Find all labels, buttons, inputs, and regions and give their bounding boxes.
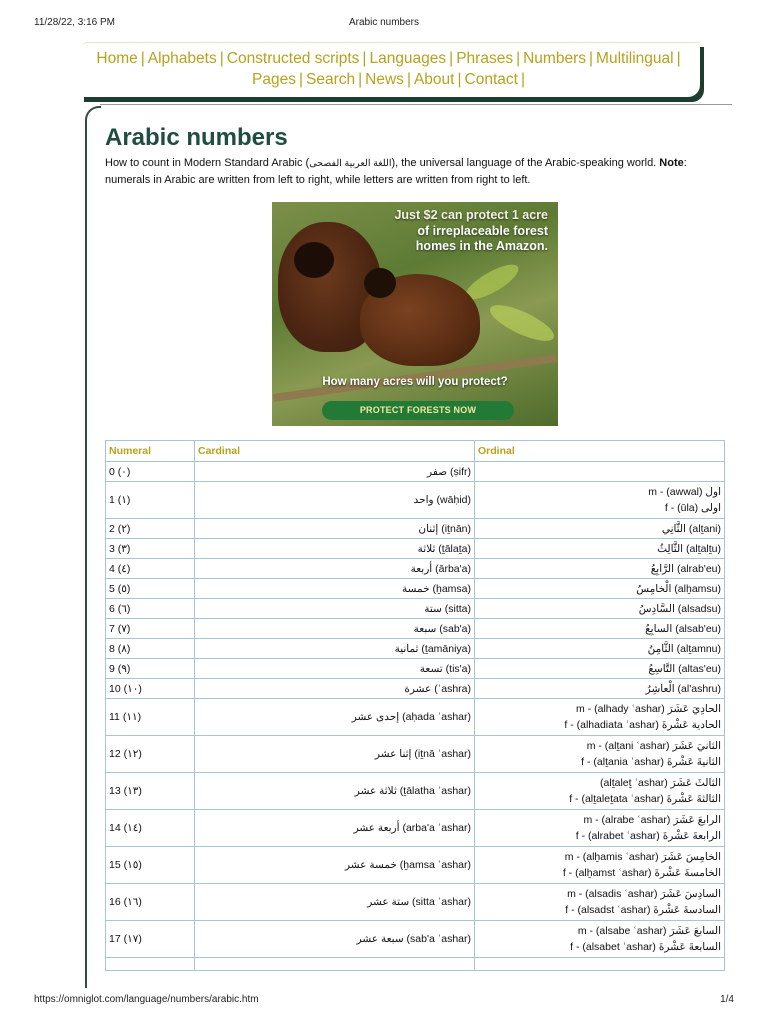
ad-headline: [368, 208, 548, 255]
nav-separator: |: [219, 50, 224, 67]
ordinal-cell: [475, 773, 725, 810]
numeral-cell: 11 (١١): [106, 699, 195, 736]
ordinal-form: m - (awwal) اول: [648, 486, 721, 498]
ad-headline-line: of irreplaceable forest: [417, 223, 548, 238]
ordinal-form: السَّادِسُ (alsadsu): [638, 602, 721, 615]
cardinal-cell: أربعة (ārba'a): [195, 559, 475, 579]
protect-forests-button[interactable]: PROTECT FORESTS NOW: [322, 401, 514, 420]
ordinal-form: f - (alhadiata ʿashar) الحادية عَشْرةَ: [564, 719, 721, 731]
numbers-table: [105, 440, 725, 971]
numeral-cell: 6 (٦): [106, 599, 195, 619]
ordinal-form: الرَّابِعُ (alrab'eu): [650, 562, 721, 575]
ordinal-cell: [475, 462, 725, 482]
cardinal-cell: صفر (ṣifr): [195, 462, 475, 482]
cardinal-cell: سبعة (sab'a): [195, 619, 475, 639]
nav-line-1: [80, 48, 700, 69]
table-row: [106, 810, 725, 847]
ad-headline-line: Just $2 can protect 1 acre: [394, 208, 548, 222]
nav-link-languages[interactable]: Languages: [369, 50, 447, 67]
numeral-cell: 12 (١٢): [106, 736, 195, 773]
ordinal-form: m - (alsadis ʿashar) السادِسَ عَشَرَ: [567, 888, 721, 900]
nav-separator: |: [520, 71, 525, 88]
nav-separator: |: [589, 50, 594, 67]
nav-link-multilingual[interactable]: Multilingual: [596, 50, 674, 67]
nav-separator: |: [406, 71, 411, 88]
ordinal-cell: [475, 679, 725, 699]
nav-separator: |: [516, 50, 521, 67]
intro-note-label: Note: [659, 157, 684, 169]
numeral-cell: 4 (٤): [106, 559, 195, 579]
numeral-cell: 2 (٢): [106, 519, 195, 539]
print-header: [0, 17, 768, 31]
numeral-cell: 10 (١٠): [106, 679, 195, 699]
nav-separator: |: [358, 71, 363, 88]
cardinal-cell: خمسة (ḫamsa): [195, 579, 475, 599]
table-row: [106, 482, 725, 519]
nav-separator: |: [676, 50, 681, 67]
table-row: [106, 559, 725, 579]
ordinal-form: الثَّامِنُ (alṯamnu): [647, 642, 721, 655]
cardinal-cell: ثلاثة عشر (ṯālatha ʿashar): [195, 773, 475, 810]
intro-paragraph: [105, 155, 711, 189]
nav-separator: |: [449, 50, 454, 67]
print-page-number: 1/4: [720, 994, 734, 1005]
ordinal-form: الْعاشِرُ (al'ashru): [645, 682, 721, 695]
ordinal-cell: [475, 736, 725, 773]
table-body: [106, 462, 725, 971]
ordinal-form: f - (alsabet ʿashar) السابعةَ عَشْرةَ: [570, 941, 721, 953]
ordinal-form: السابِعُ (alsab'eu): [645, 622, 721, 635]
ordinal-form: الثَّالِثُ (alṯalṯu): [657, 542, 721, 555]
numeral-cell: 17 (١٧): [106, 921, 195, 958]
numeral-cell: 8 (٨): [106, 639, 195, 659]
cardinal-cell: ثلاثة (ṯālaṯa): [195, 539, 475, 559]
numeral-cell: 16 (١٦): [106, 884, 195, 921]
nav-line-2: [80, 69, 700, 90]
ordinal-cell: [475, 579, 725, 599]
numeral-cell: 5 (٥): [106, 579, 195, 599]
print-url: https://omniglot.com/language/numbers/arabic.htm: [34, 994, 259, 1005]
intro-note-text: : numerals in Arabic are written from left to right, while letters are written from right to left.: [105, 157, 687, 186]
ad-headline-line: homes in the Amazon.: [415, 239, 548, 253]
table-row-cutoff: [106, 958, 725, 971]
ordinal-cell: [475, 884, 725, 921]
print-footer: [0, 994, 768, 1008]
ordinal-form: f - (alṯania ʿashar) الثانيةَ عَشْرةَ: [581, 756, 721, 768]
ordinal-form: m - (alsabe ʿashar) السابعَ عَشَرَ: [577, 925, 721, 937]
ordinal-form: الثَّانِي (alṯani): [661, 522, 721, 535]
nav-link-alphabets[interactable]: Alphabets: [147, 50, 217, 67]
numeral-cell: 13 (١٣): [106, 773, 195, 810]
nav-link-home[interactable]: Home: [96, 50, 138, 67]
ordinal-form: التَّاسِعُ (altas'eu): [648, 662, 721, 675]
ordinal-form: m - (alṯani ʿashar) الثانيَ عَشَرَ: [586, 740, 721, 752]
table-row: [106, 679, 725, 699]
cardinal-cell: إحدى عشر (aḥada ʿashar): [195, 699, 475, 736]
ordinal-cell: [475, 539, 725, 559]
table-row: [106, 847, 725, 884]
table-row: [106, 599, 725, 619]
nav-separator: |: [140, 50, 145, 67]
empty-cell: [106, 958, 195, 971]
ordinal-form: m - (alḫamis ʿashar) الخامِسَ عَشَرَ: [564, 851, 721, 863]
table-row: [106, 619, 725, 639]
intro-text-middle: ), the universal language of the Arabic-speaking world.: [391, 157, 660, 169]
ad-monkey-face: [294, 242, 334, 278]
ad-leaf: [486, 298, 558, 348]
ordinal-cell: [475, 847, 725, 884]
table-row: [106, 659, 725, 679]
content-frame: [85, 106, 101, 988]
ordinal-cell: [475, 921, 725, 958]
nav-separator: |: [298, 71, 304, 88]
numeral-cell: 9 (٩): [106, 659, 195, 679]
cardinal-cell: خمسة عشر (ḫamsa ʿashar): [195, 847, 475, 884]
print-date: 11/28/22, 3:16 PM: [34, 17, 115, 28]
cardinal-cell: ستة (sitta): [195, 599, 475, 619]
header-numeral: Numeral: [106, 441, 195, 462]
numeral-cell: 3 (٣): [106, 539, 195, 559]
print-title: Arabic numbers: [348, 17, 420, 28]
cardinal-cell: سبعة عشر (sab'a ʿashar): [195, 921, 475, 958]
intro-text-start: How to count in Modern Standard Arabic (: [105, 157, 310, 169]
table-row: [106, 579, 725, 599]
header-ordinal: Ordinal: [475, 441, 725, 462]
table-row: [106, 773, 725, 810]
cardinal-cell: إثنا عشر (iṯnā ʿashar): [195, 736, 475, 773]
ordinal-cell: [475, 659, 725, 679]
numeral-cell: 1 (١): [106, 482, 195, 519]
ordinal-form: m - (alhady ʿashar) الحادِيَ عَشَرَ: [576, 703, 721, 715]
table-row: [106, 462, 725, 482]
ordinal-cell: [475, 599, 725, 619]
table-row: [106, 921, 725, 958]
cardinal-cell: عشرة (ʿashra): [195, 679, 475, 699]
ordinal-cell: [475, 559, 725, 579]
table-row: [106, 736, 725, 773]
intro-arabic-name: اللغة العربية الفصحى: [309, 158, 392, 169]
nav-link-news[interactable]: News: [365, 71, 404, 88]
ad-monkey-face: [364, 268, 396, 298]
table-row: [106, 639, 725, 659]
table-row: [106, 519, 725, 539]
nav-link-numbers[interactable]: Numbers: [523, 50, 586, 67]
ordinal-cell: [475, 639, 725, 659]
nav-link-search[interactable]: Search: [306, 71, 356, 88]
empty-cell: [195, 958, 475, 971]
numeral-cell: 15 (١٥): [106, 847, 195, 884]
table-header-row: [106, 441, 725, 462]
ordinal-form: f - (alrabet ʿashar) الرابعةَ عَشْرةَ: [575, 830, 721, 842]
top-navigation: [80, 42, 700, 97]
table-row: [106, 884, 725, 921]
nav-link-pages[interactable]: Pages: [252, 71, 296, 88]
ordinal-form: f - (alṯaleṯata ʿashar) الثالثةَ عَشْرةَ: [569, 793, 721, 805]
numeral-cell: 14 (١٤): [106, 810, 195, 847]
cardinal-cell: أربعة عشر (arba'a ʿashar): [195, 810, 475, 847]
cardinal-cell: ستة عشر (sitta ʿashar): [195, 884, 475, 921]
table-row: [106, 539, 725, 559]
page-title: Arabic numbers: [105, 124, 288, 151]
advertisement-banner[interactable]: [272, 202, 558, 426]
nav-separator: |: [457, 71, 462, 88]
ad-question: How many acres will you protect?: [322, 376, 508, 388]
ordinal-cell: [475, 482, 725, 519]
ordinal-form: f - (alḫamst ʿashar) الخامسةَ عَشْرةَ: [562, 867, 721, 879]
nav-separator: |: [362, 50, 367, 67]
numeral-cell: 7 (٧): [106, 619, 195, 639]
ordinal-cell: [475, 810, 725, 847]
ordinal-cell: [475, 519, 725, 539]
table-row: [106, 699, 725, 736]
cardinal-cell: واحد (wāḥid): [195, 482, 475, 519]
nav-link-constructed-scripts[interactable]: Constructed scripts: [226, 50, 360, 67]
numeral-cell: 0 (٠): [106, 462, 195, 482]
ordinal-form: f - (ūla) اولى: [664, 502, 721, 514]
ordinal-form: m - (alrabe ʿashar) الرابعَ عَشَرَ: [583, 814, 721, 826]
nav-link-contact[interactable]: Contact: [464, 71, 518, 88]
ordinal-form: (alṯaleṯ ʿashar) الثالثَ عَشَرَ: [600, 777, 721, 789]
empty-cell: [475, 958, 725, 971]
cardinal-cell: ثمانية (ṯamāniya): [195, 639, 475, 659]
nav-link-phrases[interactable]: Phrases: [456, 50, 514, 67]
ordinal-cell: [475, 699, 725, 736]
frame-top-rule: [100, 104, 732, 105]
ordinal-cell: [475, 619, 725, 639]
header-cardinal: Cardinal: [195, 441, 475, 462]
nav-link-about[interactable]: About: [413, 71, 455, 88]
ordinal-form: f - (alsadst ʿashar) السادسةَ عَشْرةَ: [565, 904, 721, 916]
cardinal-cell: تسعة (tis'a): [195, 659, 475, 679]
ordinal-form: الْخامِسُ (alḫamsu): [636, 582, 721, 595]
cardinal-cell: إثنان (iṯnān): [195, 519, 475, 539]
